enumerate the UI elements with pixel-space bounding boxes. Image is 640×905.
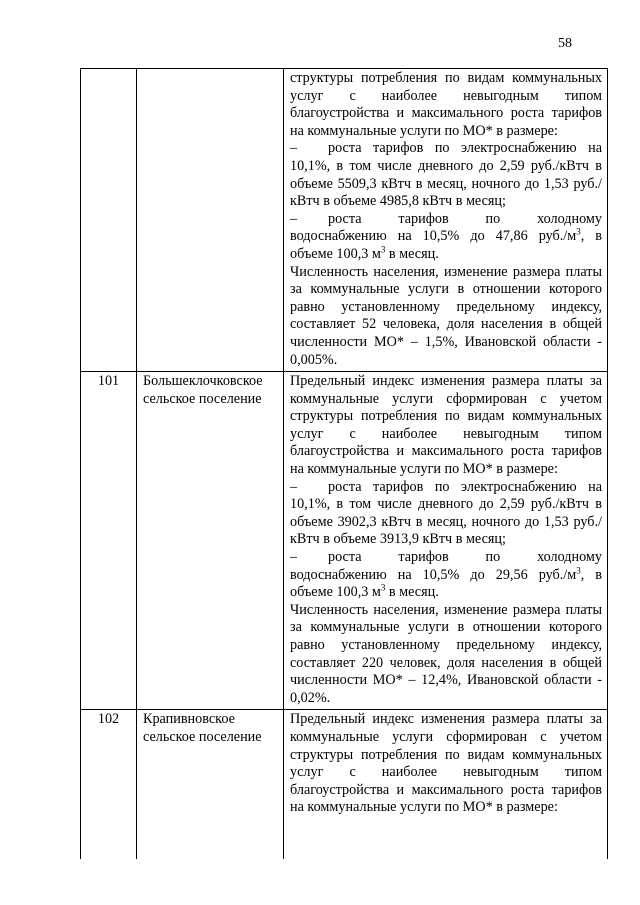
page-number: 58	[558, 36, 572, 51]
paragraph-electricity: – роста тарифов по электроснабжению на 10,1%, в том числе дневного до 2,59 руб./кВтч в объеме 3902,3 кВтч в месяц, ночного до 1,53 руб./кВтч в объеме 3913,9 кВтч в месяц;	[290, 478, 602, 548]
dash-mark: –	[290, 140, 298, 157]
table-row	[81, 372, 608, 710]
row-number	[81, 69, 137, 372]
row-number: 101	[81, 372, 137, 710]
table-row	[81, 69, 608, 372]
row-description	[284, 710, 608, 860]
paragraph-population: Численность населения, изменение размера платы за коммунальные услуги в отношении которого равно установленному предельному индексу, составляет 220 человек, доля населения в общей численности МО* – 12,4%, Ивановской области - 0,02%.	[290, 601, 602, 706]
row-description	[284, 69, 608, 372]
dash-mark: –	[290, 478, 298, 495]
table-row	[81, 710, 608, 860]
municipality-name: Большеклочковское сельское поселение	[137, 372, 284, 710]
paragraph-structure: Предельный индекс изменения размера платы за коммунальные услуги сформирован с учетом структуры потребления по видам коммунальных услуг с наиболее невыгодным типом благоустройства и максимального роста тарифов на коммунальные услуги по МО* в размере:	[290, 373, 602, 478]
paragraph-electricity: – роста тарифов по электроснабжению на 10,1%, в том числе дневного до 2,59 руб./кВтч в объеме 5509,3 кВтч в месяц, ночного до 1,53 руб./кВтч в объеме 4985,8 кВтч в месяц;	[290, 140, 602, 210]
municipality-tariff-table	[80, 68, 608, 859]
row-description	[284, 372, 608, 710]
paragraph-structure: Предельный индекс изменения размера платы за коммунальные услуги сформирован с учетом структуры потребления по видам коммунальных услуг с наиболее невыгодным типом благоустройства и максимального роста тарифов на коммунальные услуги по МО* в размере:	[290, 711, 602, 816]
paragraph-population: Численность населения, изменение размера платы за коммунальные услуги в отношении которого равно установленному предельному индексу, составляет 52 человека, доля населения в общей численности МО* – 1,5%, Ивановской области - 0,005%.	[290, 263, 602, 368]
paragraph-water: – роста тарифов по холодному водоснабжению на 10,5% до 29,56 $руб./м^3$, в объеме 100,3 $м^3$ в месяц.	[290, 549, 602, 601]
row-number: 102	[81, 710, 137, 860]
municipality-name: Крапивновское сельское поселение	[137, 710, 284, 860]
municipality-name	[137, 69, 284, 372]
dash-mark: –	[290, 210, 298, 227]
paragraph-structure: структуры потребления по видам коммунальных услуг с наиболее невыгодным типом благоустройства и максимального роста тарифов на коммунальные услуги по МО* в размере:	[290, 70, 602, 139]
dash-mark: –	[290, 549, 298, 566]
paragraph-water: – роста тарифов по холодному водоснабжению на 10,5% до 47,86 $руб./м^3$, в объеме 100,3 $м^3$ в месяц.	[290, 210, 602, 262]
